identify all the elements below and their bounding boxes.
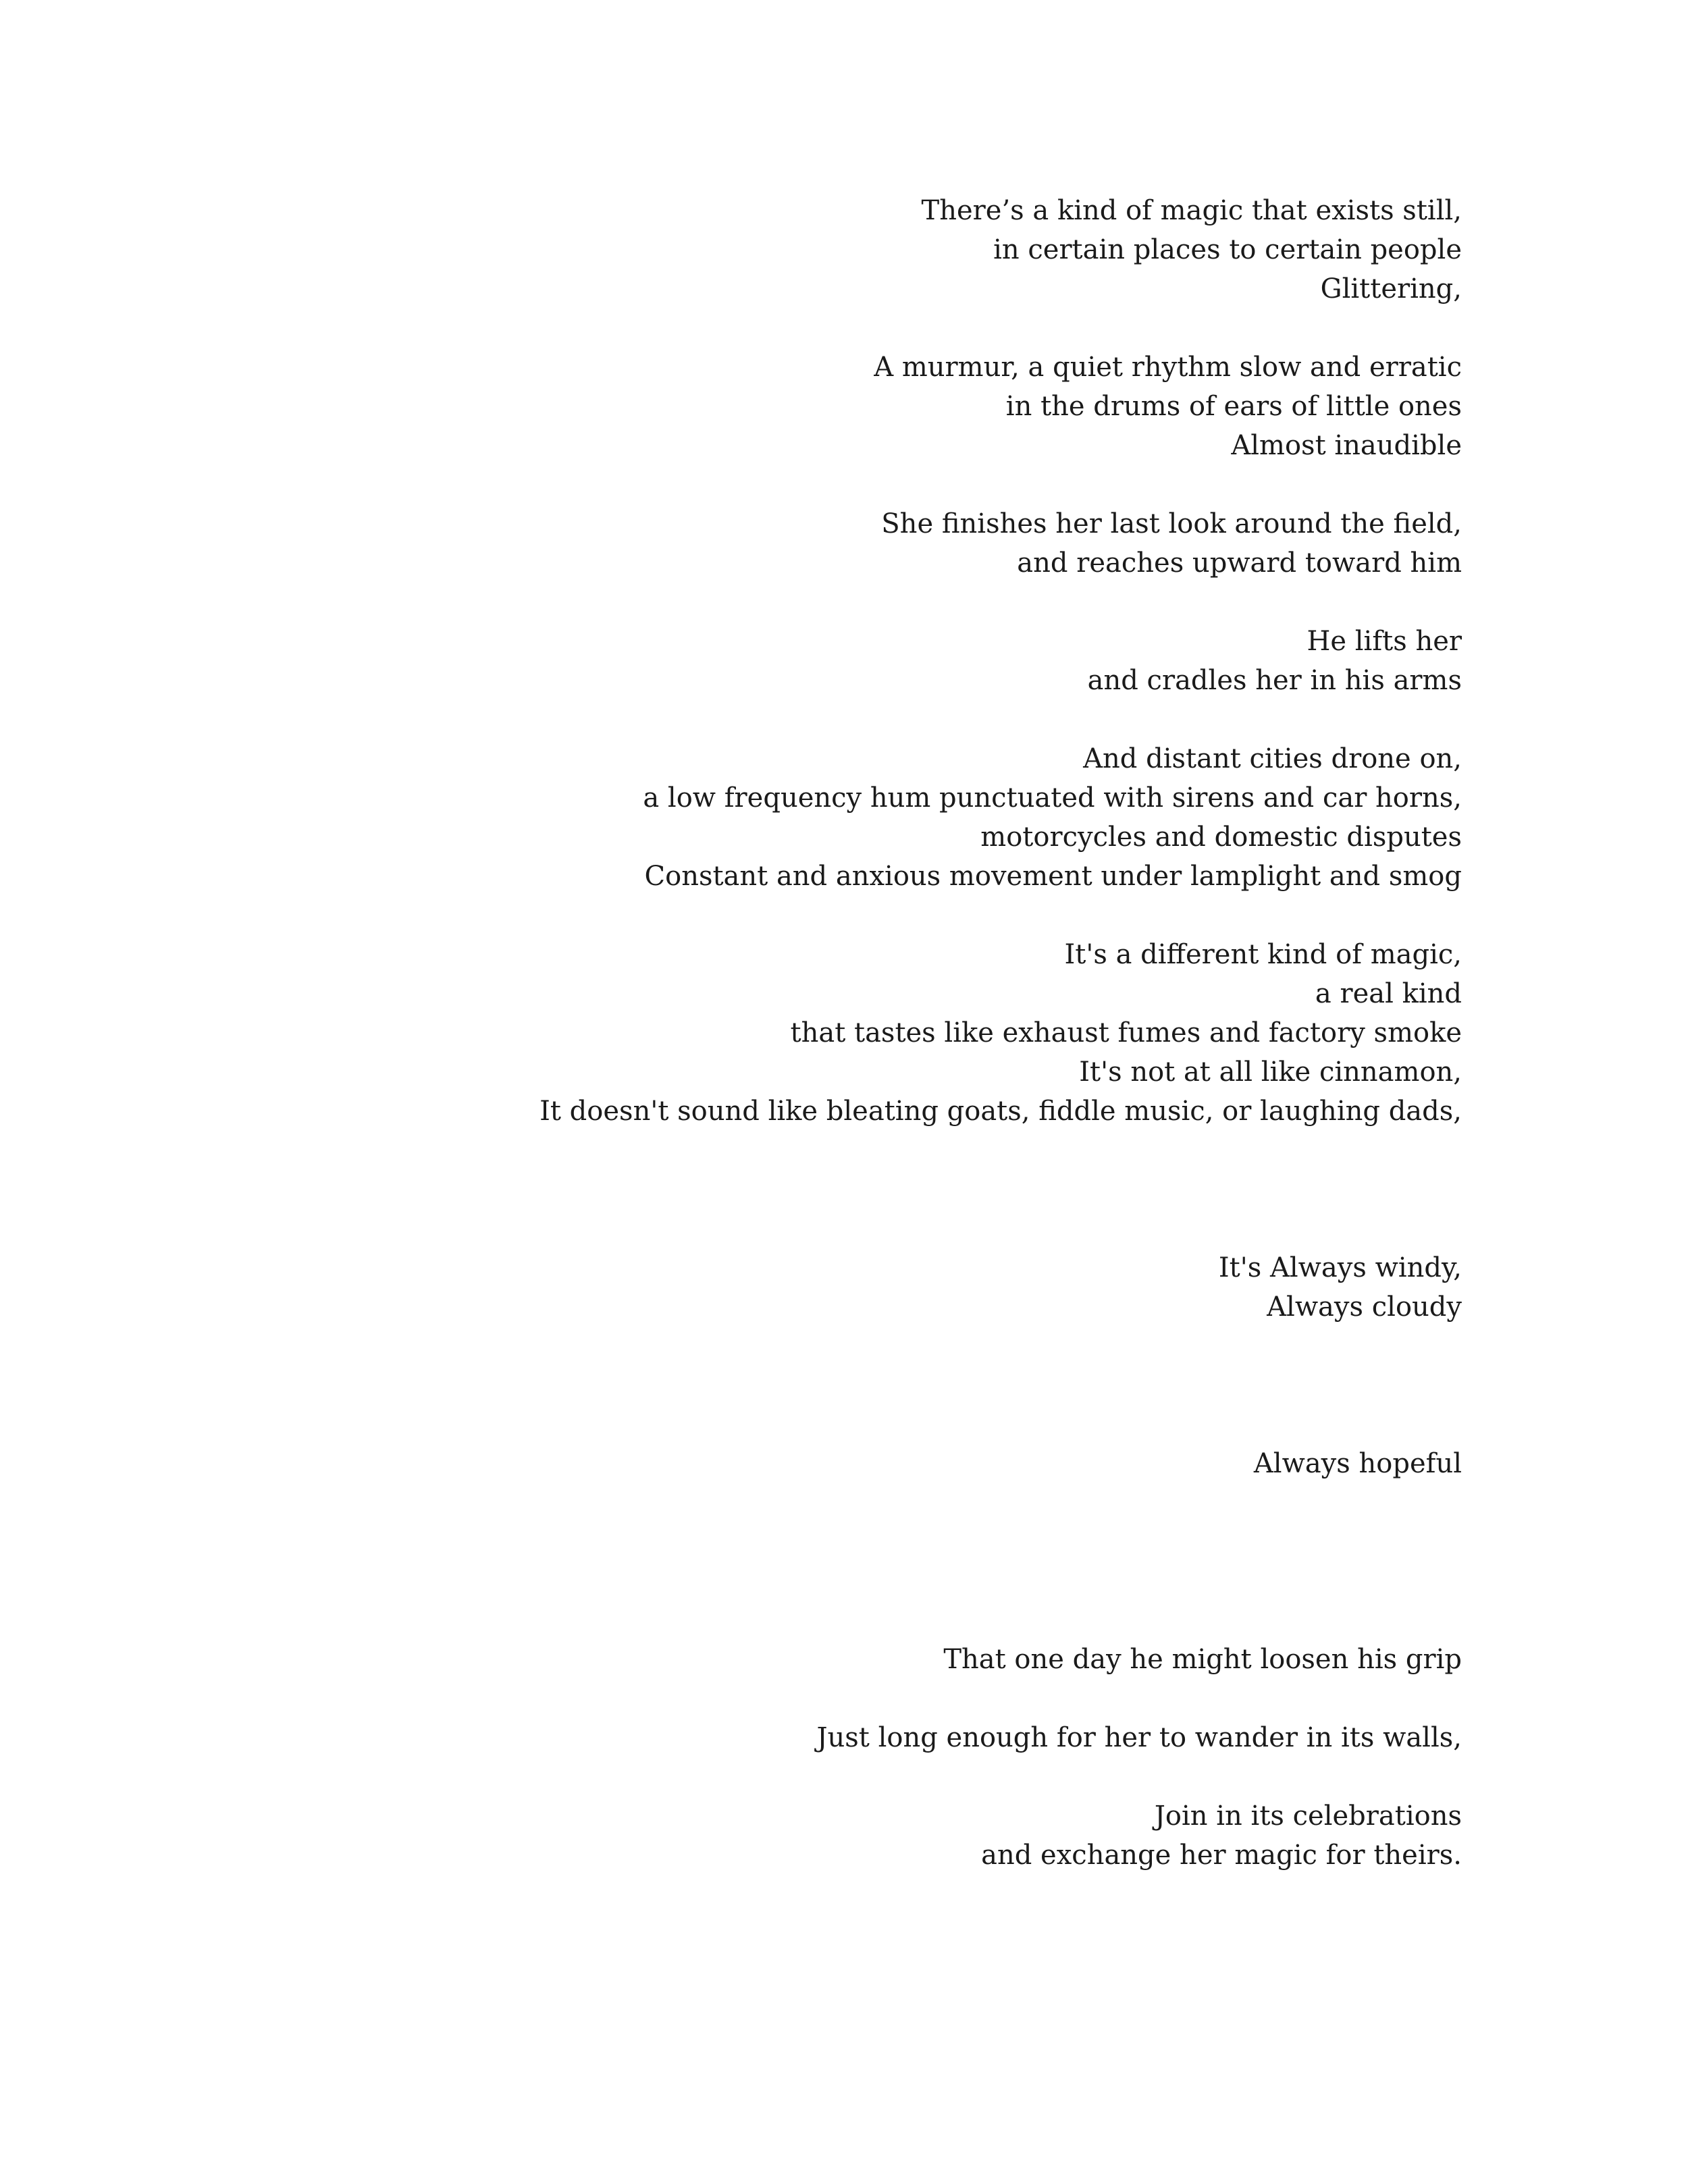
poem-line: She finishes her last look around the field, bbox=[881, 508, 1462, 539]
poem-stanza bbox=[111, 739, 1462, 896]
poem-line: motorcycles and domestic disputes bbox=[980, 822, 1462, 853]
poem-line: Constant and anxious movement under lamplight and smog bbox=[644, 861, 1462, 892]
poem-line: There’s a kind of magic that exists still, bbox=[921, 195, 1462, 226]
poem-stanza bbox=[111, 504, 1462, 583]
poem-line: Join in its celebrations bbox=[1154, 1801, 1462, 1832]
poem-stanza bbox=[111, 935, 1462, 1131]
poem-line: a low frequency hum punctuated with sirens and car horns, bbox=[643, 782, 1462, 814]
poem-body bbox=[111, 191, 1462, 1875]
poem-line: in the drums of ears of little ones bbox=[1005, 391, 1462, 422]
stanza-spacer bbox=[111, 1679, 1462, 1718]
poem-stanza bbox=[111, 1796, 1462, 1875]
poem-stanza bbox=[111, 191, 1462, 309]
poem-line: Just long enough for her to wander in its walls, bbox=[816, 1722, 1462, 1753]
poem-stanza bbox=[111, 348, 1462, 465]
poem-stanza bbox=[111, 1248, 1462, 1327]
poem-line: A murmur, a quiet rhythm slow and erratic bbox=[874, 352, 1462, 383]
poem-line: That one day he might loosen his grip bbox=[943, 1644, 1462, 1675]
poem-line: and reaches upward toward him bbox=[1017, 548, 1462, 579]
poem-line: that tastes like exhaust fumes and factory smoke bbox=[790, 1017, 1462, 1048]
poem-line: And distant cities drone on, bbox=[1083, 743, 1462, 774]
stanza-spacer bbox=[111, 896, 1462, 935]
poem-line: It's not at all like cinnamon, bbox=[1079, 1057, 1462, 1088]
poem-stanza bbox=[111, 622, 1462, 700]
poem-stanza bbox=[111, 1718, 1462, 1757]
stanza-spacer bbox=[111, 700, 1462, 739]
poem-line: Almost inaudible bbox=[1231, 430, 1462, 461]
stanza-spacer bbox=[111, 1131, 1462, 1248]
stanza-spacer bbox=[111, 1757, 1462, 1796]
poem-stanza bbox=[111, 1640, 1462, 1679]
poem-line: Always hopeful bbox=[1253, 1448, 1462, 1479]
poem-line: and exchange her magic for theirs. bbox=[981, 1840, 1462, 1871]
stanza-spacer bbox=[111, 583, 1462, 622]
poem-line: Always cloudy bbox=[1267, 1291, 1462, 1323]
stanza-spacer bbox=[111, 1327, 1462, 1444]
stanza-spacer bbox=[111, 309, 1462, 348]
poem-line: It doesn't sound like bleating goats, fiddle music, or laughing dads, bbox=[539, 1096, 1462, 1127]
poem-stanza bbox=[111, 1444, 1462, 1483]
poem-line: It's a different kind of magic, bbox=[1064, 939, 1462, 970]
poem-line: Glittering, bbox=[1320, 273, 1462, 304]
poem-line: a real kind bbox=[1315, 978, 1462, 1009]
poem-line: and cradles her in his arms bbox=[1087, 665, 1462, 696]
poem-line: He lifts her bbox=[1307, 626, 1462, 657]
poem-line: It's Always windy, bbox=[1218, 1252, 1462, 1283]
stanza-spacer bbox=[111, 465, 1462, 504]
stanza-spacer bbox=[111, 1483, 1462, 1640]
poem-line: in certain places to certain people bbox=[993, 234, 1462, 265]
